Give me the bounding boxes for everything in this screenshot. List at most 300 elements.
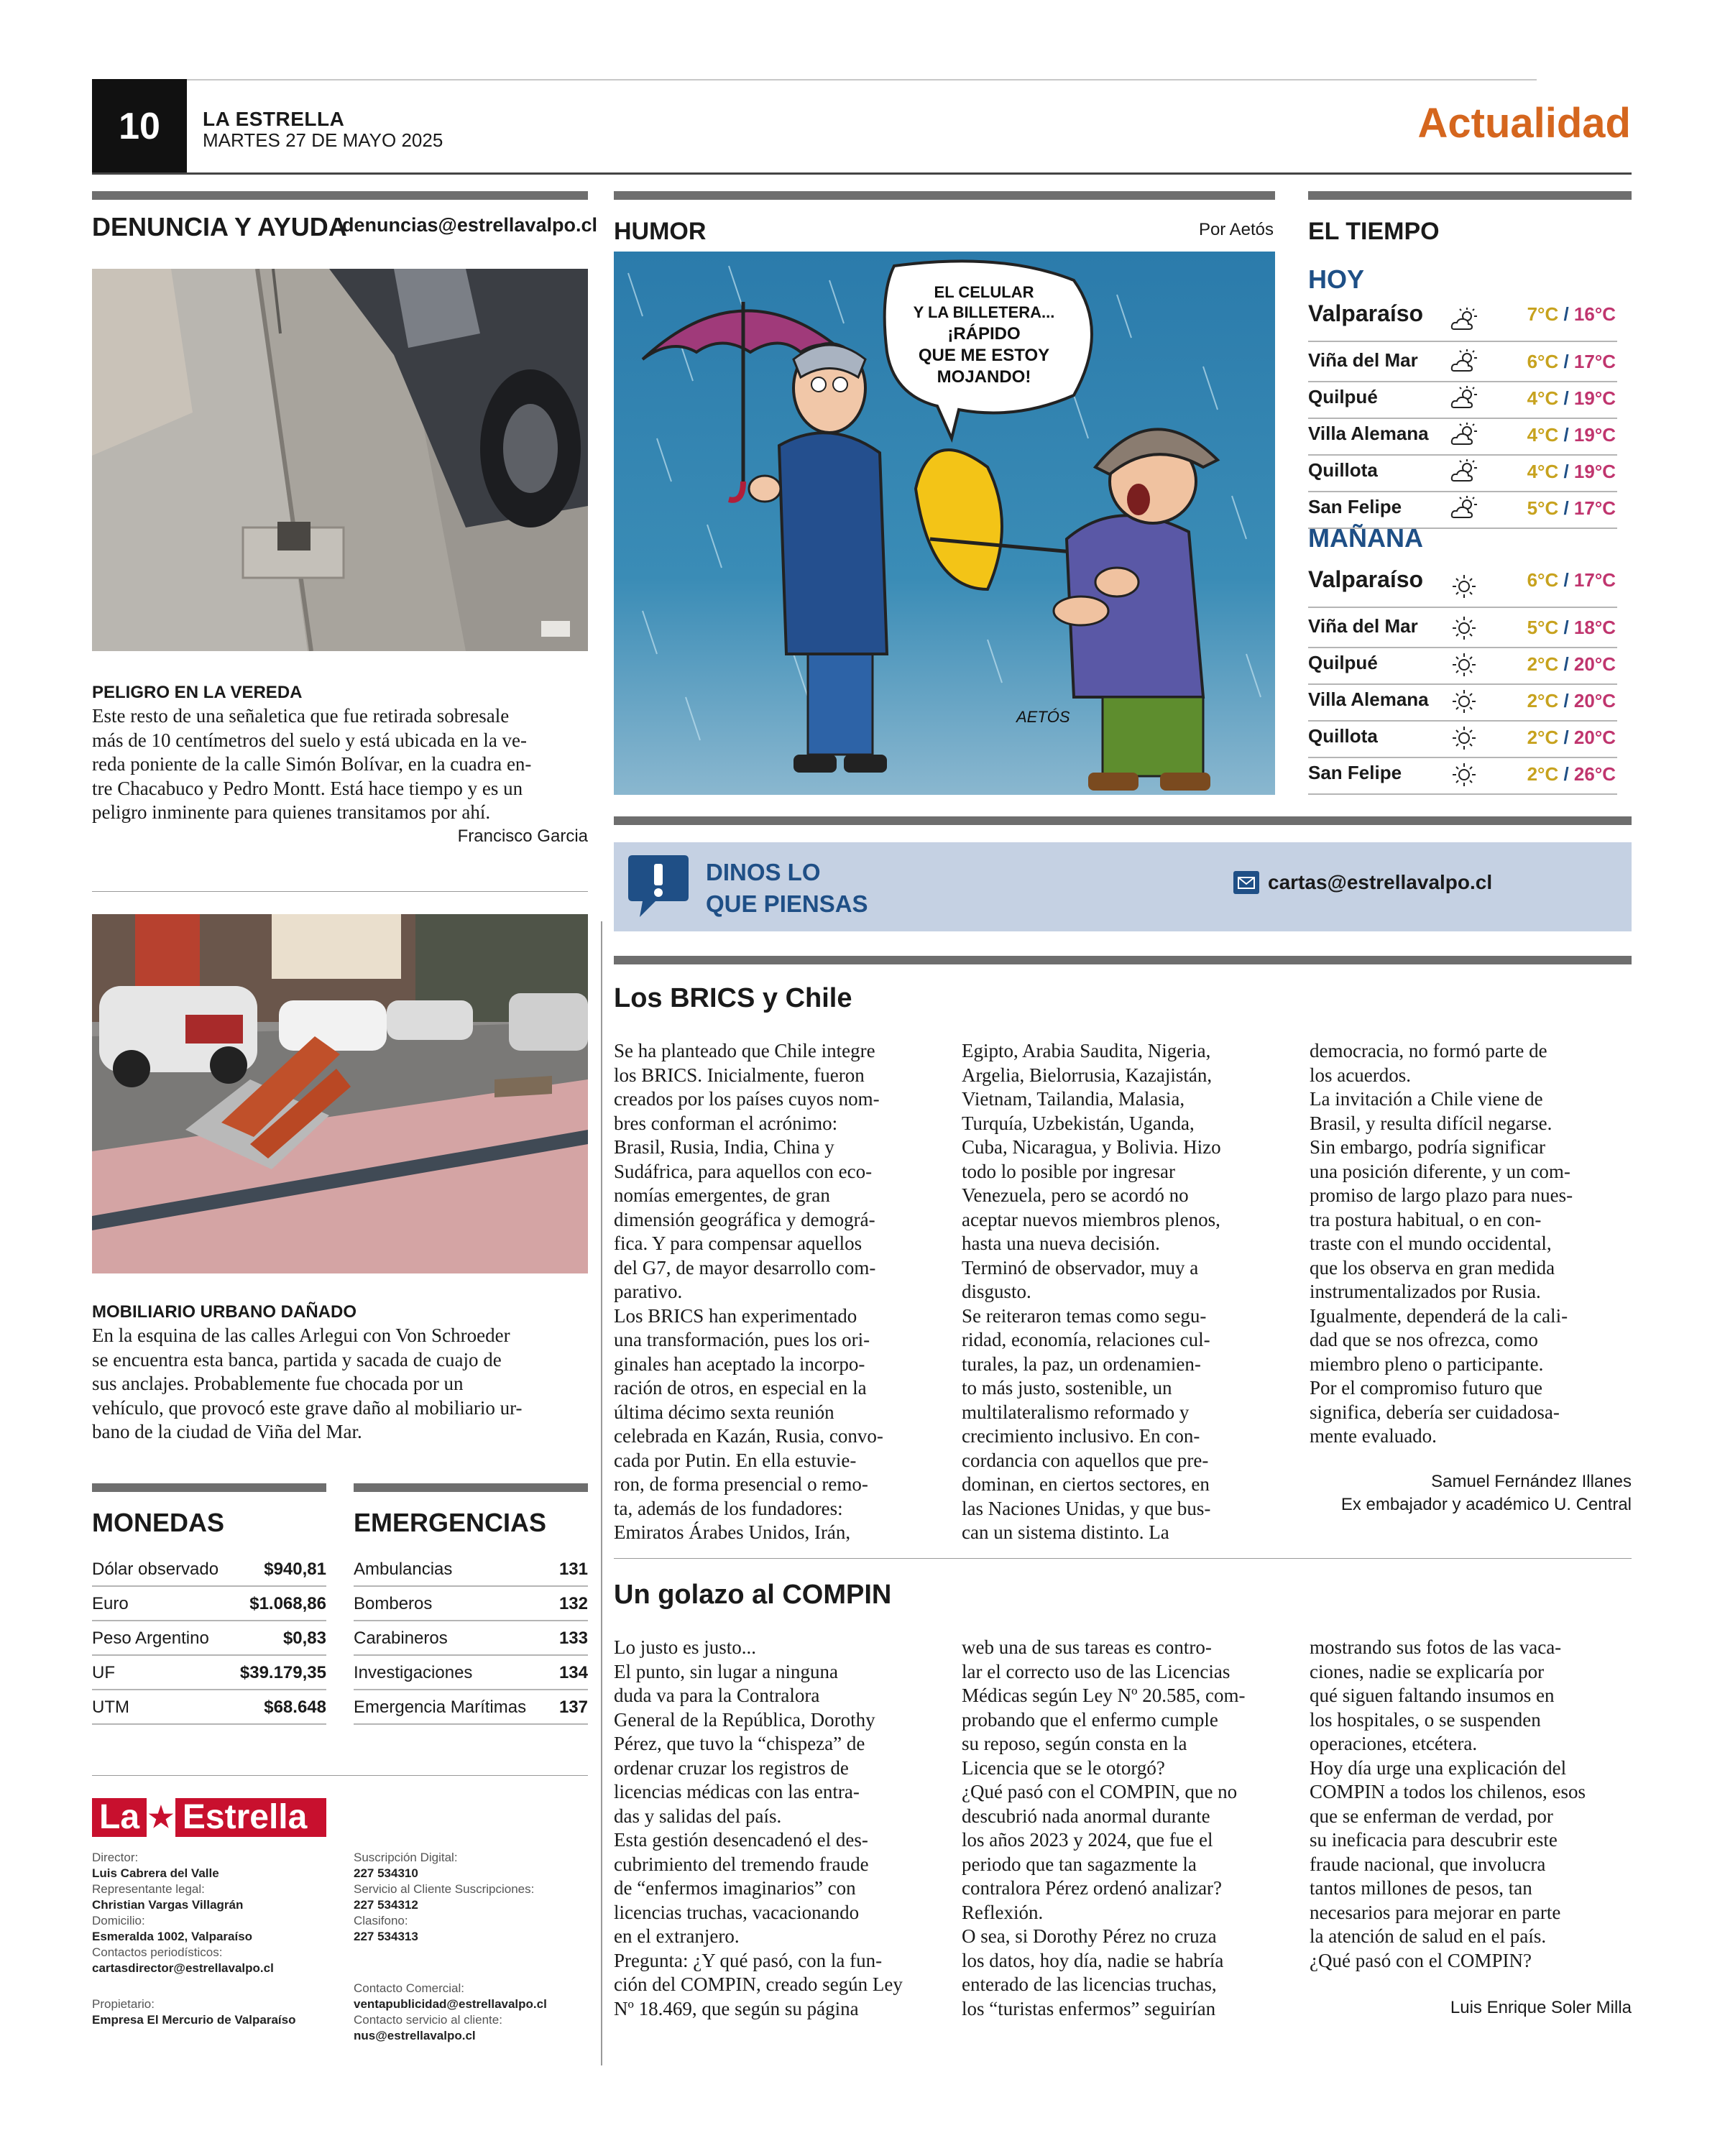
- weather-tomorrow-label: MAÑANA: [1308, 523, 1423, 553]
- staff-value: Luis Cabrera del Valle: [92, 1866, 219, 1880]
- temp-separator: /: [1558, 653, 1574, 675]
- temp-min: 4°C: [1527, 387, 1559, 409]
- letter-line: de “enfermos imaginarios” con: [614, 1877, 856, 1899]
- letter-line: ridad, economía, relaciones cul-: [962, 1329, 1210, 1350]
- caption-line: vehículo, que provocó este grave daño al mobiliario ur-: [92, 1396, 523, 1419]
- table-row: [92, 1587, 326, 1621]
- letter-line: ciones, nadie se explicaría por: [1310, 1660, 1545, 1682]
- sun-icon: [1448, 687, 1480, 716]
- row-label: Bomberos: [354, 1594, 433, 1613]
- letter2-col1: [614, 1636, 944, 2021]
- letter-line: contralora Pérez ordenó analizar?: [962, 1877, 1223, 1899]
- partly-cloudy-icon: [1448, 348, 1480, 377]
- row-value: $68.648: [264, 1697, 326, 1717]
- staff-label: Clasifono:: [354, 1914, 408, 1927]
- monedas-bar: [92, 1483, 326, 1492]
- temp-max: 17°C: [1573, 351, 1616, 372]
- dinos-line-1: DINOS LO: [706, 859, 821, 885]
- weather-temp: [1527, 303, 1616, 326]
- weather-row: [1308, 648, 1617, 685]
- letter-line: ordenar cruzar los registros de: [614, 1756, 849, 1779]
- partly-cloudy-icon: [1448, 384, 1480, 413]
- humor-title: HUMOR: [614, 218, 707, 245]
- letter-line: to más justo, sostenible, un: [962, 1377, 1172, 1399]
- weather-temp: [1527, 653, 1616, 676]
- temp-max: 16°C: [1573, 303, 1616, 325]
- temp-separator: /: [1558, 617, 1574, 638]
- letter-line: traste con el mundo occidental,: [1310, 1233, 1552, 1254]
- letter1-author-role: Ex embajador y académico U. Central: [1340, 1495, 1632, 1514]
- weather-city: Viña del Mar: [1308, 349, 1418, 371]
- row-value: 132: [558, 1594, 588, 1613]
- header-rule: [92, 172, 1632, 175]
- letter-line: web una de sus tareas es contro-: [962, 1636, 1212, 1658]
- weather-row: [1308, 611, 1617, 648]
- letter-line: Licencia que se le otorgó?: [962, 1756, 1165, 1779]
- temp-min: 2°C: [1527, 727, 1559, 748]
- staff-label: Servicio al Cliente Suscripciones:: [354, 1882, 535, 1896]
- letter-line: dad que se nos ofrezca, como: [1310, 1329, 1538, 1350]
- letter-line: crecimiento inclusivo. En con-: [962, 1425, 1200, 1447]
- letter-line: creados por los países cuyos nom-: [614, 1088, 880, 1110]
- weather-temp: [1527, 690, 1616, 712]
- letter-line: necesarios para mejorar en parte: [1310, 1901, 1561, 1923]
- letter-line: los BRICS. Inicialmente, fueron: [614, 1064, 865, 1086]
- letter-line: descubrió nada anormal durante: [962, 1805, 1210, 1827]
- temp-min: 6°C: [1527, 351, 1559, 372]
- weather-row: [1308, 345, 1617, 382]
- caption-title-1: PELIGRO EN LA VEREDA: [92, 683, 303, 702]
- weather-row: [1308, 418, 1617, 456]
- temp-max: 17°C: [1573, 569, 1616, 591]
- letter-line: Esta gestión desencadenó el des-: [614, 1829, 868, 1851]
- weather-bar: [1308, 191, 1632, 200]
- temp-min: 6°C: [1527, 569, 1559, 591]
- letter-line: tra postura habitual, o en con-: [1310, 1208, 1542, 1230]
- weather-row: [1308, 299, 1617, 342]
- letter-line: dominan, en ciertos sectores, en: [962, 1473, 1210, 1495]
- row-value: $940,81: [264, 1560, 326, 1579]
- temp-separator: /: [1558, 424, 1574, 446]
- letter-line: disgusto.: [962, 1281, 1031, 1302]
- emergencias-bar: [354, 1483, 588, 1492]
- temp-max: 19°C: [1573, 387, 1616, 409]
- letter-line: cordancia con aquellos que pre-: [962, 1449, 1209, 1471]
- sun-icon: [1448, 614, 1480, 642]
- staff-label: Director:: [92, 1851, 139, 1864]
- bubble-line: MOJANDO!: [937, 367, 1031, 387]
- caption-line: peligro inminente para quienes transitamos por ahí.: [92, 801, 491, 823]
- letter-line: ¿Qué pasó con el COMPIN, que no: [962, 1781, 1238, 1802]
- temp-max: 17°C: [1573, 497, 1616, 519]
- weather-today-label: HOY: [1308, 264, 1365, 294]
- weather-title: EL TIEMPO: [1308, 218, 1440, 245]
- weather-city: Quillota: [1308, 725, 1378, 747]
- letter-line: Hoy día urge una explicación del: [1310, 1756, 1567, 1779]
- temp-min: 7°C: [1527, 303, 1559, 325]
- staff-value: 227 534310: [354, 1866, 418, 1880]
- mail-icon: [1233, 871, 1259, 894]
- temp-separator: /: [1558, 727, 1574, 748]
- temp-max: 20°C: [1573, 690, 1616, 711]
- caption-line: bano de la ciudad de Viña del Mar.: [92, 1421, 362, 1442]
- letter-line: Vietnam, Tailandia, Malasia,: [962, 1088, 1185, 1110]
- weather-temp: [1527, 763, 1616, 786]
- temp-separator: /: [1558, 497, 1574, 519]
- weather-temp: [1527, 461, 1616, 483]
- temp-separator: /: [1558, 763, 1574, 785]
- row-value: 134: [558, 1663, 588, 1682]
- row-value: 133: [558, 1628, 588, 1648]
- staff-value: Esmeralda 1002, Valparaíso: [92, 1930, 253, 1943]
- letter2-col3: [1310, 1636, 1640, 1973]
- weather-row: [1308, 492, 1617, 529]
- staff-label: Representante legal:: [92, 1882, 205, 1896]
- temp-separator: /: [1558, 303, 1574, 325]
- letter-line: Emiratos Árabes Unidos, Irán,: [614, 1521, 851, 1543]
- weather-temp: [1527, 351, 1616, 373]
- weather-city: Valparaíso: [1308, 300, 1424, 326]
- weather-row: [1308, 757, 1617, 795]
- staff-label: Suscripción Digital:: [354, 1851, 458, 1864]
- letter-line: licencias truchas, vacacionando: [614, 1901, 860, 1923]
- row-value: $0,83: [282, 1628, 326, 1648]
- letter-line: multilateralismo reformado y: [962, 1401, 1190, 1423]
- temp-separator: /: [1558, 351, 1574, 372]
- letter-line: das y salidas del país.: [614, 1805, 782, 1827]
- letter-line: los “turistas enfermos” seguirían: [962, 1997, 1216, 2019]
- letter-line: los hospitales, o se suspenden: [1310, 1708, 1541, 1731]
- row-label: Dólar observado: [92, 1560, 219, 1579]
- letter-line: El punto, sin lugar a ninguna: [614, 1660, 838, 1682]
- letter-line: ta, además de los fundadores:: [614, 1497, 843, 1519]
- row-value: $1.068,86: [249, 1594, 326, 1613]
- weather-temp: [1527, 497, 1616, 520]
- letter-line: fraude nacional, que involucra: [1310, 1853, 1546, 1875]
- sun-icon: [1448, 572, 1480, 601]
- letter-line: todo lo posible por ingresar: [962, 1160, 1175, 1182]
- staff-label: Propietario:: [92, 1997, 155, 2011]
- letters-bar: [614, 956, 1632, 964]
- weather-city: Valparaíso: [1308, 566, 1424, 592]
- partly-cloudy-icon: [1448, 458, 1480, 487]
- letter-line: que se enferman de verdad, por: [1310, 1805, 1553, 1827]
- caption-author-1: Francisco Garcia: [457, 826, 588, 846]
- letter2-author: Luis Enrique Soler Milla: [1450, 1998, 1632, 2017]
- letter-line: tantos millones de pesos, tan: [1310, 1877, 1532, 1899]
- temp-min: 5°C: [1527, 497, 1559, 519]
- humor-cartoon: [614, 252, 1275, 795]
- letter-line: fica. Y para compensar aquellos: [614, 1233, 862, 1254]
- letter1-author: Samuel Fernández Illanes: [1431, 1472, 1632, 1491]
- table-row: [92, 1690, 326, 1725]
- sun-icon: [1448, 724, 1480, 752]
- staff-value[interactable]: nus@estrellavalpo.cl: [354, 2029, 476, 2042]
- temp-min: 2°C: [1527, 763, 1559, 785]
- weather-temp: [1527, 727, 1616, 749]
- bubble-line: ¡RÁPIDO: [947, 324, 1021, 344]
- letter-line: licencias médicas con las entra-: [614, 1781, 860, 1802]
- temp-separator: /: [1558, 387, 1574, 409]
- letter1-col3: [1310, 1039, 1640, 1449]
- letter-line: Médicas según Ley Nº 20.585, com-: [962, 1685, 1246, 1706]
- staff-value: Empresa El Mercurio de Valparaíso: [92, 2013, 296, 2027]
- temp-min: 2°C: [1527, 653, 1559, 675]
- weather-row: [1308, 684, 1617, 722]
- letter-line: duda va para la Contralora: [614, 1685, 820, 1706]
- table-row: [92, 1656, 326, 1690]
- letter-line: una transformación, pues los ori-: [614, 1329, 870, 1350]
- letter1-col2: [962, 1039, 1292, 1545]
- letter-line: ¿Qué pasó con el COMPIN?: [1310, 1949, 1532, 1971]
- weather-city: Viña del Mar: [1308, 615, 1418, 637]
- letter-line: mente evaluado.: [1310, 1425, 1437, 1447]
- letter-line: Turquía, Uzbekistán, Uganda,: [962, 1112, 1195, 1134]
- page-number: 10: [92, 79, 187, 174]
- weather-temp: [1527, 617, 1616, 639]
- temp-max: 18°C: [1573, 617, 1616, 638]
- letter-line: periodo que tan sagazmente la: [962, 1853, 1197, 1875]
- letter-line: ción del COMPIN, creado según Ley: [614, 1973, 903, 1995]
- exclamation-icon: [627, 851, 690, 920]
- letter-line: O sea, si Dorothy Pérez no cruza: [962, 1925, 1217, 1947]
- letter-line: Pregunta: ¿Y qué pasó, con la fun-: [614, 1949, 883, 1971]
- caption-line: tre Chacabuco y Pedro Montt. Está hace tiempo y es un: [92, 777, 523, 799]
- staff-value: 227 534312: [354, 1898, 418, 1912]
- letter-line: Igualmente, dependerá de la cali-: [1310, 1304, 1568, 1327]
- row-label: Investigaciones: [354, 1663, 473, 1682]
- bubble-line: Y LA BILLETERA...: [913, 303, 1055, 321]
- table-row: [354, 1690, 588, 1725]
- letter-line: qué siguen faltando insumos en: [1310, 1685, 1555, 1706]
- letter-line: General de la República, Dorothy: [614, 1708, 875, 1731]
- weather-row: [1308, 382, 1617, 419]
- row-label: Carabineros: [354, 1628, 448, 1648]
- letter-line: aceptar nuevos miembros plenos,: [962, 1208, 1220, 1230]
- letter2-col2: [962, 1636, 1292, 2021]
- staff-value[interactable]: cartasdirector@estrellavalpo.cl: [92, 1961, 274, 1975]
- sun-icon: [1448, 650, 1480, 679]
- temp-max: 26°C: [1573, 763, 1616, 785]
- column-divider: [601, 921, 602, 2065]
- letter-line: La invitación a Chile viene de: [1310, 1088, 1543, 1110]
- letter-line: parativo.: [614, 1281, 683, 1302]
- table-row: [354, 1552, 588, 1587]
- caption-text-1: [92, 704, 588, 825]
- staff-right: [354, 1850, 591, 2044]
- row-value: $39.179,35: [239, 1663, 326, 1682]
- letter-line: ración de otros, en especial en la: [614, 1377, 867, 1399]
- weather-city: San Felipe: [1308, 762, 1402, 783]
- letter1-col1: [614, 1039, 944, 1545]
- logo-left: La: [92, 1798, 147, 1837]
- humor-bar: [614, 191, 1275, 200]
- letter-line: Egipto, Arabia Saudita, Nigeria,: [962, 1040, 1211, 1061]
- row-label: Emergencia Marítimas: [354, 1697, 527, 1717]
- caption-title-2: MOBILIARIO URBANO DAÑADO: [92, 1302, 356, 1322]
- letter-line: Lo justo es justo...: [614, 1636, 757, 1658]
- staff-rule: [92, 1775, 588, 1776]
- letter-line: operaciones, etcétera.: [1310, 1733, 1478, 1754]
- letter-line: su reposo, según consta en la: [962, 1733, 1187, 1754]
- temp-min: 5°C: [1527, 617, 1559, 638]
- weather-temp: [1527, 424, 1616, 446]
- weather-city: Quilpué: [1308, 386, 1378, 407]
- weather-city: Quillota: [1308, 459, 1378, 481]
- denuncia-bar: [92, 191, 588, 200]
- weather-row: [1308, 721, 1617, 758]
- letter-line: los datos, hoy día, nadie se habría: [962, 1949, 1224, 1971]
- bench-photo: [92, 914, 588, 1273]
- letter-line: democracia, no formó parte de: [1310, 1040, 1547, 1061]
- weather-city: Villa Alemana: [1308, 423, 1429, 444]
- caption-line: Este resto de una señaletica que fue retirada sobresale: [92, 705, 510, 727]
- letter-line: enterado de las licencias truchas,: [962, 1973, 1217, 1995]
- table-row: [354, 1621, 588, 1656]
- sidewalk-photo: [92, 269, 588, 651]
- staff-value: 227 534313: [354, 1930, 418, 1943]
- letter-line: significa, debería ser cuidadosa-: [1310, 1401, 1560, 1423]
- dinos-top-bar: [614, 816, 1632, 825]
- caption-rule: [92, 891, 588, 892]
- letter-line: Se reiteraron temas como segu-: [962, 1304, 1207, 1327]
- weather-city: Quilpué: [1308, 652, 1378, 673]
- table-row: [92, 1552, 326, 1587]
- table-row: [354, 1587, 588, 1621]
- letter-line: del G7, de mayor desarrollo com-: [614, 1256, 876, 1279]
- staff-label: Contactos periodísticos:: [92, 1945, 223, 1959]
- letter-line: Sudáfrica, para aquellos con eco-: [614, 1160, 873, 1182]
- temp-min: 4°C: [1527, 424, 1559, 446]
- letter-line: celebrada en Kazán, Rusia, convo-: [614, 1425, 883, 1447]
- row-label: UTM: [92, 1697, 129, 1717]
- letter-line: Venezuela, pero se acordó no: [962, 1184, 1189, 1206]
- letter-line: Cuba, Nicaragua, y Bolivia. Hizo: [962, 1136, 1221, 1158]
- letter-line: lar el correcto uso de las Licencias: [962, 1660, 1230, 1682]
- weather-city: Villa Alemana: [1308, 688, 1429, 710]
- row-label: Euro: [92, 1594, 129, 1613]
- letter-line: Los BRICS han experimentado: [614, 1304, 857, 1327]
- caption-line: más de 10 centímetros del suelo y está ubicada en la ve-: [92, 729, 528, 751]
- letter-title-1: Los BRICS y Chile: [614, 983, 852, 1013]
- bubble-line: QUE ME ESTOY: [918, 346, 1050, 365]
- caption-line: En la esquina de las calles Arlegui con Von Schroeder: [92, 1325, 510, 1346]
- section-name: Actualidad: [1417, 100, 1631, 147]
- letter-line: cubrimiento del tremendo fraude: [614, 1853, 869, 1875]
- letter-line: hasta una nueva decisión.: [962, 1233, 1160, 1254]
- denuncia-email[interactable]: denuncias@estrellavalpo.cl: [342, 214, 597, 236]
- temp-separator: /: [1558, 569, 1574, 591]
- caption-line: sus anclajes. Probablemente fue chocada por un: [92, 1373, 464, 1394]
- row-value: 137: [558, 1697, 588, 1717]
- letter-line: en el extranjero.: [614, 1925, 740, 1947]
- dinos-line-2: QUE PIENSAS: [706, 890, 868, 917]
- letter-line: Pérez, que tuvo la “chispeza” de: [614, 1733, 865, 1754]
- top-rule: [92, 79, 1537, 80]
- temp-max: 19°C: [1573, 424, 1616, 446]
- temp-max: 19°C: [1573, 461, 1616, 482]
- cartoon-signature: AETÓS: [1016, 708, 1070, 726]
- staff-label: Domicilio:: [92, 1914, 145, 1927]
- letter-title-2: Un golazo al COMPIN: [614, 1580, 892, 1610]
- letter-line: turales, la paz, un ordenamien-: [962, 1353, 1201, 1375]
- letters-divider: [614, 1558, 1632, 1559]
- letter-line: COMPIN a todos los chilenos, esos: [1310, 1781, 1586, 1802]
- staff-label: Contacto Comercial:: [354, 1981, 465, 1995]
- denuncia-title: DENUNCIA Y AYUDA: [92, 212, 347, 241]
- temp-separator: /: [1558, 690, 1574, 711]
- staff-left: [92, 1850, 336, 2028]
- weather-temp: [1527, 569, 1616, 591]
- staff-value[interactable]: ventapublicidad@estrellavalpo.cl: [354, 1997, 547, 2011]
- row-label: Ambulancias: [354, 1560, 453, 1579]
- paper-name: LA ESTRELLA: [203, 108, 345, 130]
- row-label: Peso Argentino: [92, 1628, 209, 1648]
- partly-cloudy-icon: [1448, 306, 1480, 335]
- logo-right: Estrella: [175, 1798, 326, 1837]
- issue-date: MARTES 27 DE MAYO 2025: [203, 129, 443, 151]
- temp-min: 2°C: [1527, 690, 1559, 711]
- letter-line: última décimo sexta reunión: [614, 1401, 834, 1423]
- weather-temp: [1527, 387, 1616, 410]
- partly-cloudy-icon: [1448, 494, 1480, 523]
- letter-line: las Naciones Unidas, y que bus-: [962, 1497, 1211, 1519]
- letter-line: ginales han aceptado la incorpo-: [614, 1353, 865, 1375]
- letter-line: una posición diferente, y un com-: [1310, 1160, 1570, 1182]
- letter-line: bres conforman el acrónimo:: [614, 1112, 838, 1134]
- letter-line: los años 2023 y 2024, que fue el: [962, 1829, 1213, 1851]
- monedas-title: MONEDAS: [92, 1508, 225, 1537]
- table-row: [92, 1621, 326, 1656]
- la-estrella-logo: [92, 1798, 326, 1837]
- letter-line: los acuerdos.: [1310, 1064, 1411, 1086]
- letter-line: miembro pleno o participante.: [1310, 1353, 1544, 1375]
- letter-line: Brasil, y resulta difícil negarse.: [1310, 1112, 1552, 1134]
- letter-line: la atención de salud en el país.: [1310, 1925, 1547, 1947]
- letter-line: nomías emergentes, de gran: [614, 1184, 830, 1206]
- temp-separator: /: [1558, 461, 1574, 482]
- letter-line: Nº 18.469, que según su página: [614, 1997, 859, 2019]
- letter-line: Terminó de observador, muy a: [962, 1256, 1199, 1279]
- humor-byline: Por Aetós: [1198, 220, 1274, 239]
- weather-city: San Felipe: [1308, 496, 1402, 517]
- emergencias-title: EMERGENCIAS: [354, 1508, 547, 1537]
- letter-line: instrumentalizados por Rusia.: [1310, 1281, 1541, 1302]
- weather-row: [1308, 455, 1617, 492]
- sun-icon: [1448, 760, 1480, 789]
- row-value: 131: [558, 1560, 588, 1579]
- star-icon: ★: [148, 1802, 174, 1833]
- letter-line: mostrando sus fotos de las vaca-: [1310, 1636, 1562, 1658]
- letter-line: Brasil, Rusia, India, China y: [614, 1136, 834, 1158]
- bubble-line: EL CELULAR: [934, 283, 1034, 301]
- partly-cloudy-icon: [1448, 421, 1480, 450]
- row-label: UF: [92, 1663, 115, 1682]
- temp-max: 20°C: [1573, 727, 1616, 748]
- letter-line: Argelia, Bielorrusia, Kazajistán,: [962, 1064, 1213, 1086]
- caption-text-2: [92, 1324, 588, 1445]
- letter-line: Por el compromiso futuro que: [1310, 1377, 1542, 1399]
- letter-line: dimensión geográfica y demográ-: [614, 1208, 875, 1230]
- letter-line: Sin embargo, podría significar: [1310, 1136, 1545, 1158]
- letter-line: promiso de largo plazo para nues-: [1310, 1184, 1573, 1206]
- dinos-heading: [706, 857, 868, 920]
- letter-line: can un sistema distinto. La: [962, 1521, 1169, 1543]
- letter-line: Se ha planteado que Chile integre: [614, 1040, 875, 1061]
- cartas-email[interactable]: cartas@estrellavalpo.cl: [1268, 871, 1493, 893]
- table-row: [354, 1656, 588, 1690]
- letter-line: su ineficacia para descubrir este: [1310, 1829, 1558, 1851]
